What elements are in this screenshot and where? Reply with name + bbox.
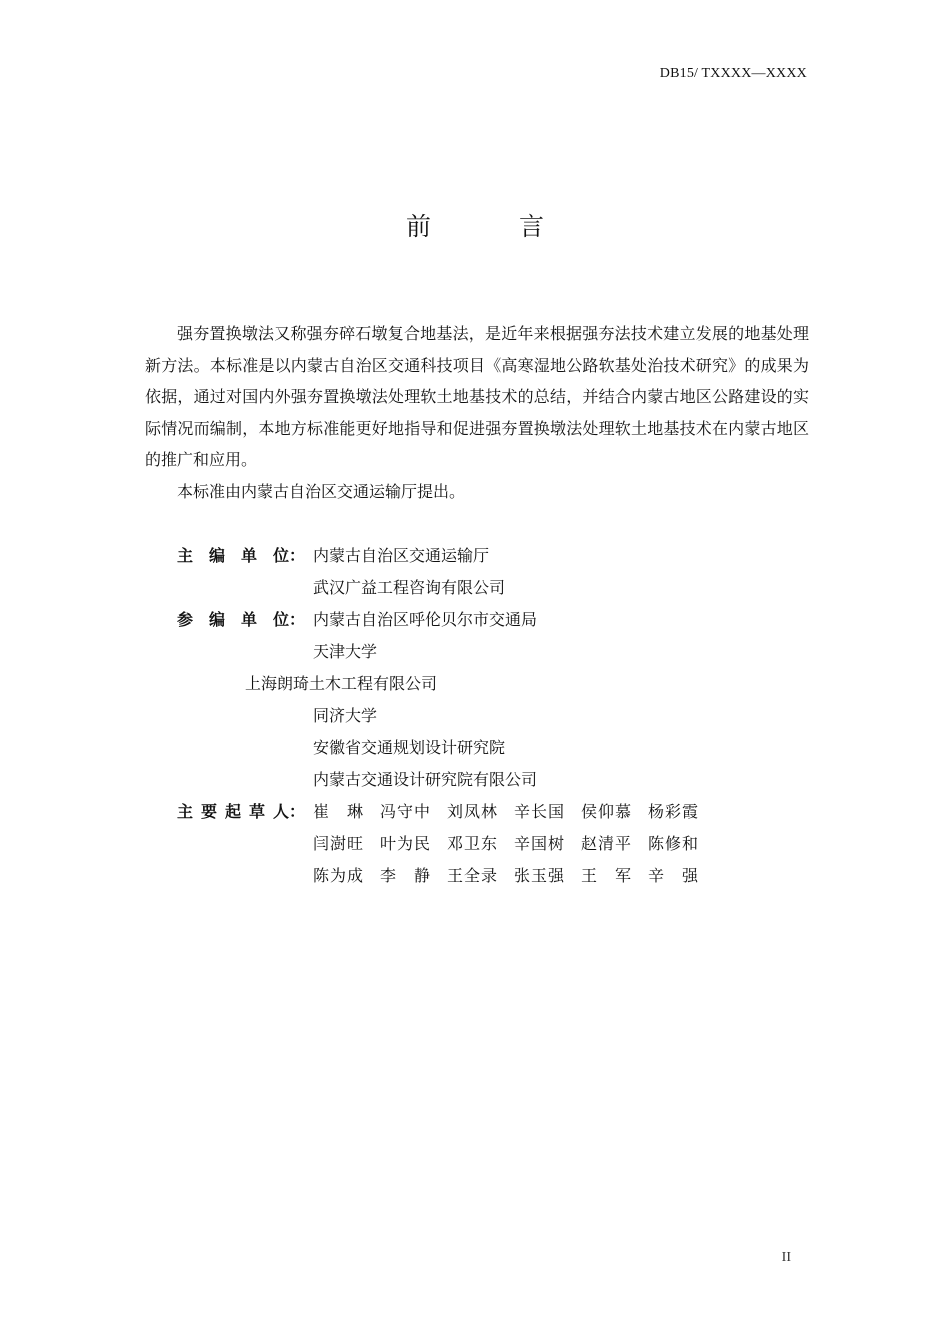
drafter-name: 闫澍旺 bbox=[313, 834, 363, 853]
document-code: DB15/ TXXXX—XXXX bbox=[659, 66, 807, 81]
chief-unit-item: 内蒙古自治区交通运输厅 bbox=[313, 546, 490, 565]
drafter-names bbox=[313, 860, 715, 892]
drafter-name: 辛 强 bbox=[648, 866, 698, 885]
drafter-name: 崔 琳 bbox=[313, 802, 363, 821]
drafter-name: 邓卫东 bbox=[447, 834, 497, 853]
drafter-names bbox=[313, 828, 715, 860]
drafter-name: 张玉强 bbox=[514, 866, 564, 885]
participating-unit-item: 上海朗琦土木工程有限公司 bbox=[245, 674, 438, 693]
participating-unit-label: 参 编 单 位： bbox=[177, 610, 305, 629]
drafter-name: 王 军 bbox=[581, 866, 631, 885]
drafter-name: 叶为民 bbox=[380, 834, 430, 853]
drafter-name: 李 静 bbox=[380, 866, 430, 885]
participating-unit-item: 同济大学 bbox=[313, 706, 378, 725]
participating-unit-item: 安徽省交通规划设计研究院 bbox=[313, 738, 506, 757]
participating-unit-item: 内蒙古自治区呼伦贝尔市交通局 bbox=[313, 610, 538, 629]
drafter-names bbox=[313, 796, 715, 828]
drafter-name: 杨彩霞 bbox=[648, 802, 698, 821]
drafter-name: 刘凤林 bbox=[447, 802, 497, 821]
drafter-name: 陈修和 bbox=[648, 834, 698, 853]
foreword-body bbox=[145, 318, 809, 507]
paragraph-proposer: 本标准由内蒙古自治区交通运输厅提出。 bbox=[177, 481, 466, 501]
drafter-name: 侯仰慕 bbox=[581, 802, 631, 821]
drafter-name: 赵清平 bbox=[581, 834, 631, 853]
paragraph-intro: 强夯置换墩法又称强夯碎石墩复合地基法，是近年来根据强夯法技术建立发展的地基处理新方法。本标准是以内蒙古自治区交通科技项目《高寒湿地公路软基处治技术研究》的成果为依据，通过对国内外强夯置换墩法处理软土地基技术的总结，并结合内蒙古地区公路建设的实际情况而编制，本地方标准能更好地指导和促进强夯置换墩法处理软土地基技术在内蒙古地区的推广和应用。 bbox=[145, 324, 809, 469]
chief-unit-label: 主 编 单 位： bbox=[177, 546, 305, 565]
participating-unit-item: 天津大学 bbox=[313, 642, 378, 661]
drafter-name: 辛长国 bbox=[514, 802, 564, 821]
chief-unit-item: 武汉广益工程咨询有限公司 bbox=[313, 578, 506, 597]
drafter-name: 陈为成 bbox=[313, 866, 363, 885]
participating-unit-item: 内蒙古交通设计研究院有限公司 bbox=[313, 770, 538, 789]
page-title: 前 言 bbox=[406, 212, 584, 241]
page-number: II bbox=[781, 1250, 791, 1265]
drafter-name: 王全录 bbox=[447, 866, 497, 885]
drafter-name: 冯守中 bbox=[380, 802, 430, 821]
drafters-label: 主 要 起 草 人： bbox=[177, 802, 305, 821]
drafter-name: 辛国树 bbox=[514, 834, 564, 853]
